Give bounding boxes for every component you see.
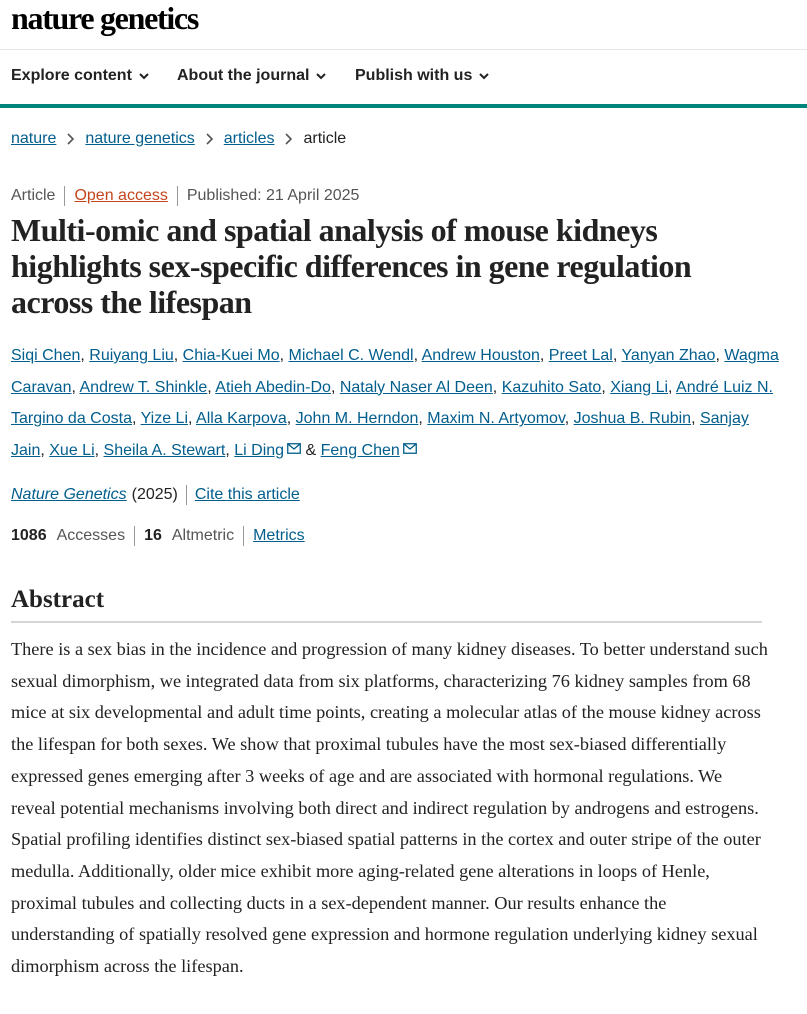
article-meta <box>11 186 359 206</box>
breadcrumb-articles[interactable]: articles <box>223 130 275 147</box>
author-link[interactable]: Siqi Chen <box>11 347 81 364</box>
divider <box>134 526 135 546</box>
nav-label: Explore content <box>11 67 132 84</box>
author-link[interactable]: Nataly Naser Al Deen <box>339 378 493 396</box>
open-access-link[interactable]: Open access <box>74 187 168 204</box>
accesses-label: Accesses <box>56 527 126 544</box>
journal-logo[interactable]: nature genetics <box>11 0 198 36</box>
author-link[interactable]: Yanyan Zhao <box>621 347 716 364</box>
chevron-right-icon <box>284 133 293 145</box>
author-link[interactable]: André Luiz N. Targino da Costa <box>11 378 773 428</box>
author-link[interactable]: John M. Herndon <box>295 410 419 428</box>
divider <box>64 186 65 206</box>
chevron-down-icon <box>316 71 326 81</box>
author-list: Siqi Chen, Ruiyang Liu, Chia-Kuei Mo, Michael C. Wendl, Andrew Houston, Preet Lal, Yanyan Zhao, Wagma Caravan, Andrew T. Shinkle, Atieh Abedin-Do, Nataly Naser Al Deen, Kazuhito Sato, Xiang Li, André Luiz N. Targino da Costa, Yize Li, Alla Karpova, John M. Herndon, Maxim N. Artyomov, Joshua B. Rubin, Sanjay Jain, Xue Li, Sheila A. Stewart, Li Ding & Feng Chen <box>11 347 779 460</box>
nav-label: Publish with us <box>355 67 473 84</box>
nav-label: About the journal <box>177 67 310 84</box>
author-link[interactable]: Li Ding <box>234 442 285 460</box>
metrics-link[interactable]: Metrics <box>253 527 305 544</box>
divider <box>186 485 187 505</box>
cite-this-article-link[interactable]: Cite this article <box>194 486 300 503</box>
altmetric-count: 16 <box>144 527 162 544</box>
author-link[interactable]: Chia-Kuei Mo <box>182 347 280 364</box>
author-link[interactable]: Feng Chen <box>320 442 400 460</box>
abstract-text: There is a sex bias in the incidence and progression of many kidney diseases. To better understand such sexual dimorphism, we integrated data from six platforms, characterizing 76 kidney samples from 68 mice at six developmental and adult time points, creating a molecular atlas of the mouse kidney across the lifespan for both sexes. We show that proximal tubules have the most sex-biased differentially expressed genes emerging after 3 weeks of age and are associated with hormonal regulations. We reveal potential mechanisms involving both direct and indirect regulation by androgens and estrogens. Spatial profiling identifies distinct sex-biased spatial patterns in the cortex and outer stripe of the outer medulla. Additionally, older mice exhibit more aging-related gene alterations in loops of Henle, proximal tubules and collecting ducts in a sex-dependent manner. Our results enhance the understanding of spatially resolved gene expression and hormone regulation underlying kidney sexual dimorphism across the lifespan. <box>11 639 768 977</box>
chevron-down-icon <box>479 71 489 81</box>
divider <box>243 526 244 546</box>
citation-row <box>11 485 300 505</box>
breadcrumb <box>11 130 346 148</box>
breadcrumb-nature-genetics[interactable]: nature genetics <box>85 130 195 147</box>
journal-link[interactable]: Nature Genetics <box>11 486 127 503</box>
author-link[interactable]: Kazuhito Sato <box>501 378 602 396</box>
author-link[interactable]: Ruiyang Liu <box>89 347 174 364</box>
chevron-down-icon <box>139 71 149 81</box>
nav-about-journal[interactable] <box>177 67 326 85</box>
divider <box>177 186 178 206</box>
author-link[interactable]: Preet Lal <box>548 347 613 364</box>
abstract-heading: Abstract <box>11 583 762 623</box>
author-link[interactable]: Joshua B. Rubin <box>573 410 692 428</box>
author-link[interactable]: Yize Li <box>140 410 189 428</box>
main-nav <box>0 50 807 108</box>
article-title: Multi-omic and spatial analysis of mouse kidneys highlights sex-specific differences in gene regulation across the lifespan <box>11 212 692 320</box>
published-date: Published: 21 April 2025 <box>186 187 360 204</box>
metrics-row <box>11 526 305 546</box>
author-link[interactable]: Xue Li <box>49 442 95 460</box>
chevron-right-icon <box>66 133 75 145</box>
author-link[interactable]: Sheila A. Stewart <box>103 442 226 460</box>
author-link[interactable]: Andrew T. Shinkle <box>79 378 208 396</box>
citation-year: (2025) <box>131 486 178 503</box>
author-link[interactable]: Maxim N. Artyomov <box>427 410 565 428</box>
email-icon[interactable] <box>403 443 417 454</box>
author-link[interactable]: Atieh Abedin-Do <box>215 378 331 396</box>
email-icon[interactable] <box>287 443 301 454</box>
author-link[interactable]: Xiang Li <box>610 378 669 396</box>
nav-publish-with-us[interactable] <box>355 67 489 85</box>
author-link[interactable]: Sanjay Jain <box>11 410 749 460</box>
author-link[interactable]: Alla Karpova <box>196 410 287 428</box>
accesses-count: 1086 <box>11 527 47 544</box>
masthead <box>0 0 807 50</box>
author-link[interactable]: Andrew Houston <box>421 347 540 364</box>
author-link[interactable]: Wagma Caravan <box>11 347 779 396</box>
chevron-right-icon <box>205 133 214 145</box>
breadcrumb-nature[interactable]: nature <box>11 130 57 147</box>
altmetric-label: Altmetric <box>171 527 235 544</box>
author-link[interactable]: Michael C. Wendl <box>288 347 414 364</box>
breadcrumb-current: article <box>303 130 347 147</box>
nav-explore-content[interactable] <box>11 67 149 85</box>
article-type: Article <box>11 187 56 204</box>
